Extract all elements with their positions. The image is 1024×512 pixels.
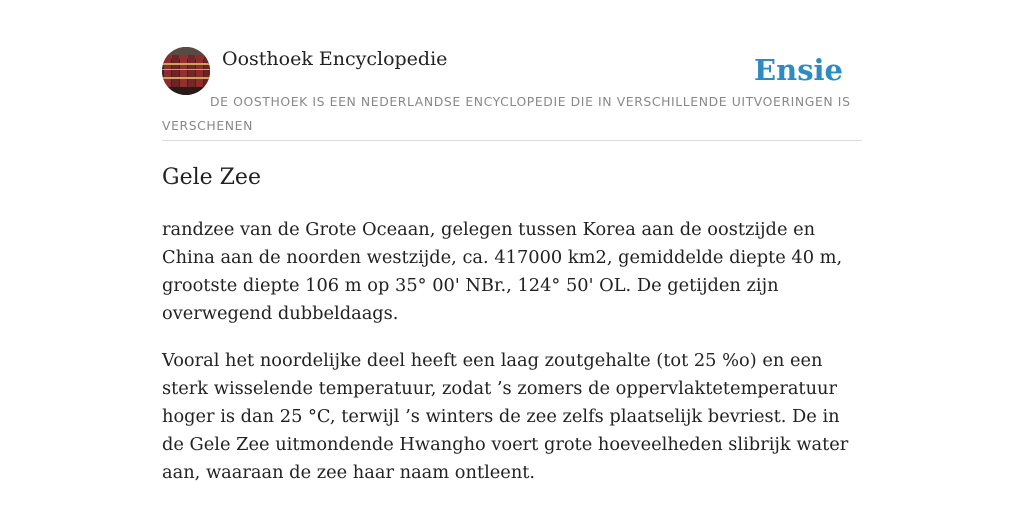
article-body bbox=[162, 216, 864, 506]
source-description: DE OOSTHOEK IS EEN NEDERLANDSE ENCYCLOPEDIE DIE IN VERSCHILLENDE UITVOERINGEN IS VERSCHENEN bbox=[162, 94, 851, 133]
brand-logo[interactable]: Ensie bbox=[754, 53, 843, 87]
encyclopedia-books-icon[interactable] bbox=[162, 47, 210, 95]
source-title[interactable]: Oosthoek Encyclopedie bbox=[222, 48, 448, 70]
source-header bbox=[162, 46, 862, 141]
article-title: Gele Zee bbox=[162, 165, 261, 190]
article-paragraph: Vooral het noordelijke deel heeft een laag zoutgehalte (tot 25 %o) en een sterk wisselende temperatuur, zodat ’s zomers de oppervlaktetemperatuur hoger is dan 25 °C, terwijl ’s winters de zee zelfs plaatselijk bevriest. De in de Gele Zee uitmondende Hwangho voert grote hoeveelheden slibrijk water aan, waaraan de zee haar naam ontleent. bbox=[162, 350, 849, 483]
article-paragraph: randzee van de Grote Oceaan, gelegen tussen Korea aan de oostzijde en China aan de noorden westzijde, ca. 417000 km2, gemiddelde diepte 40 m, grootste diepte 106 m op 35° 00' NBr., 124° 50' OL. De getijden zijn overwegend dubbeldaags. bbox=[162, 219, 843, 324]
